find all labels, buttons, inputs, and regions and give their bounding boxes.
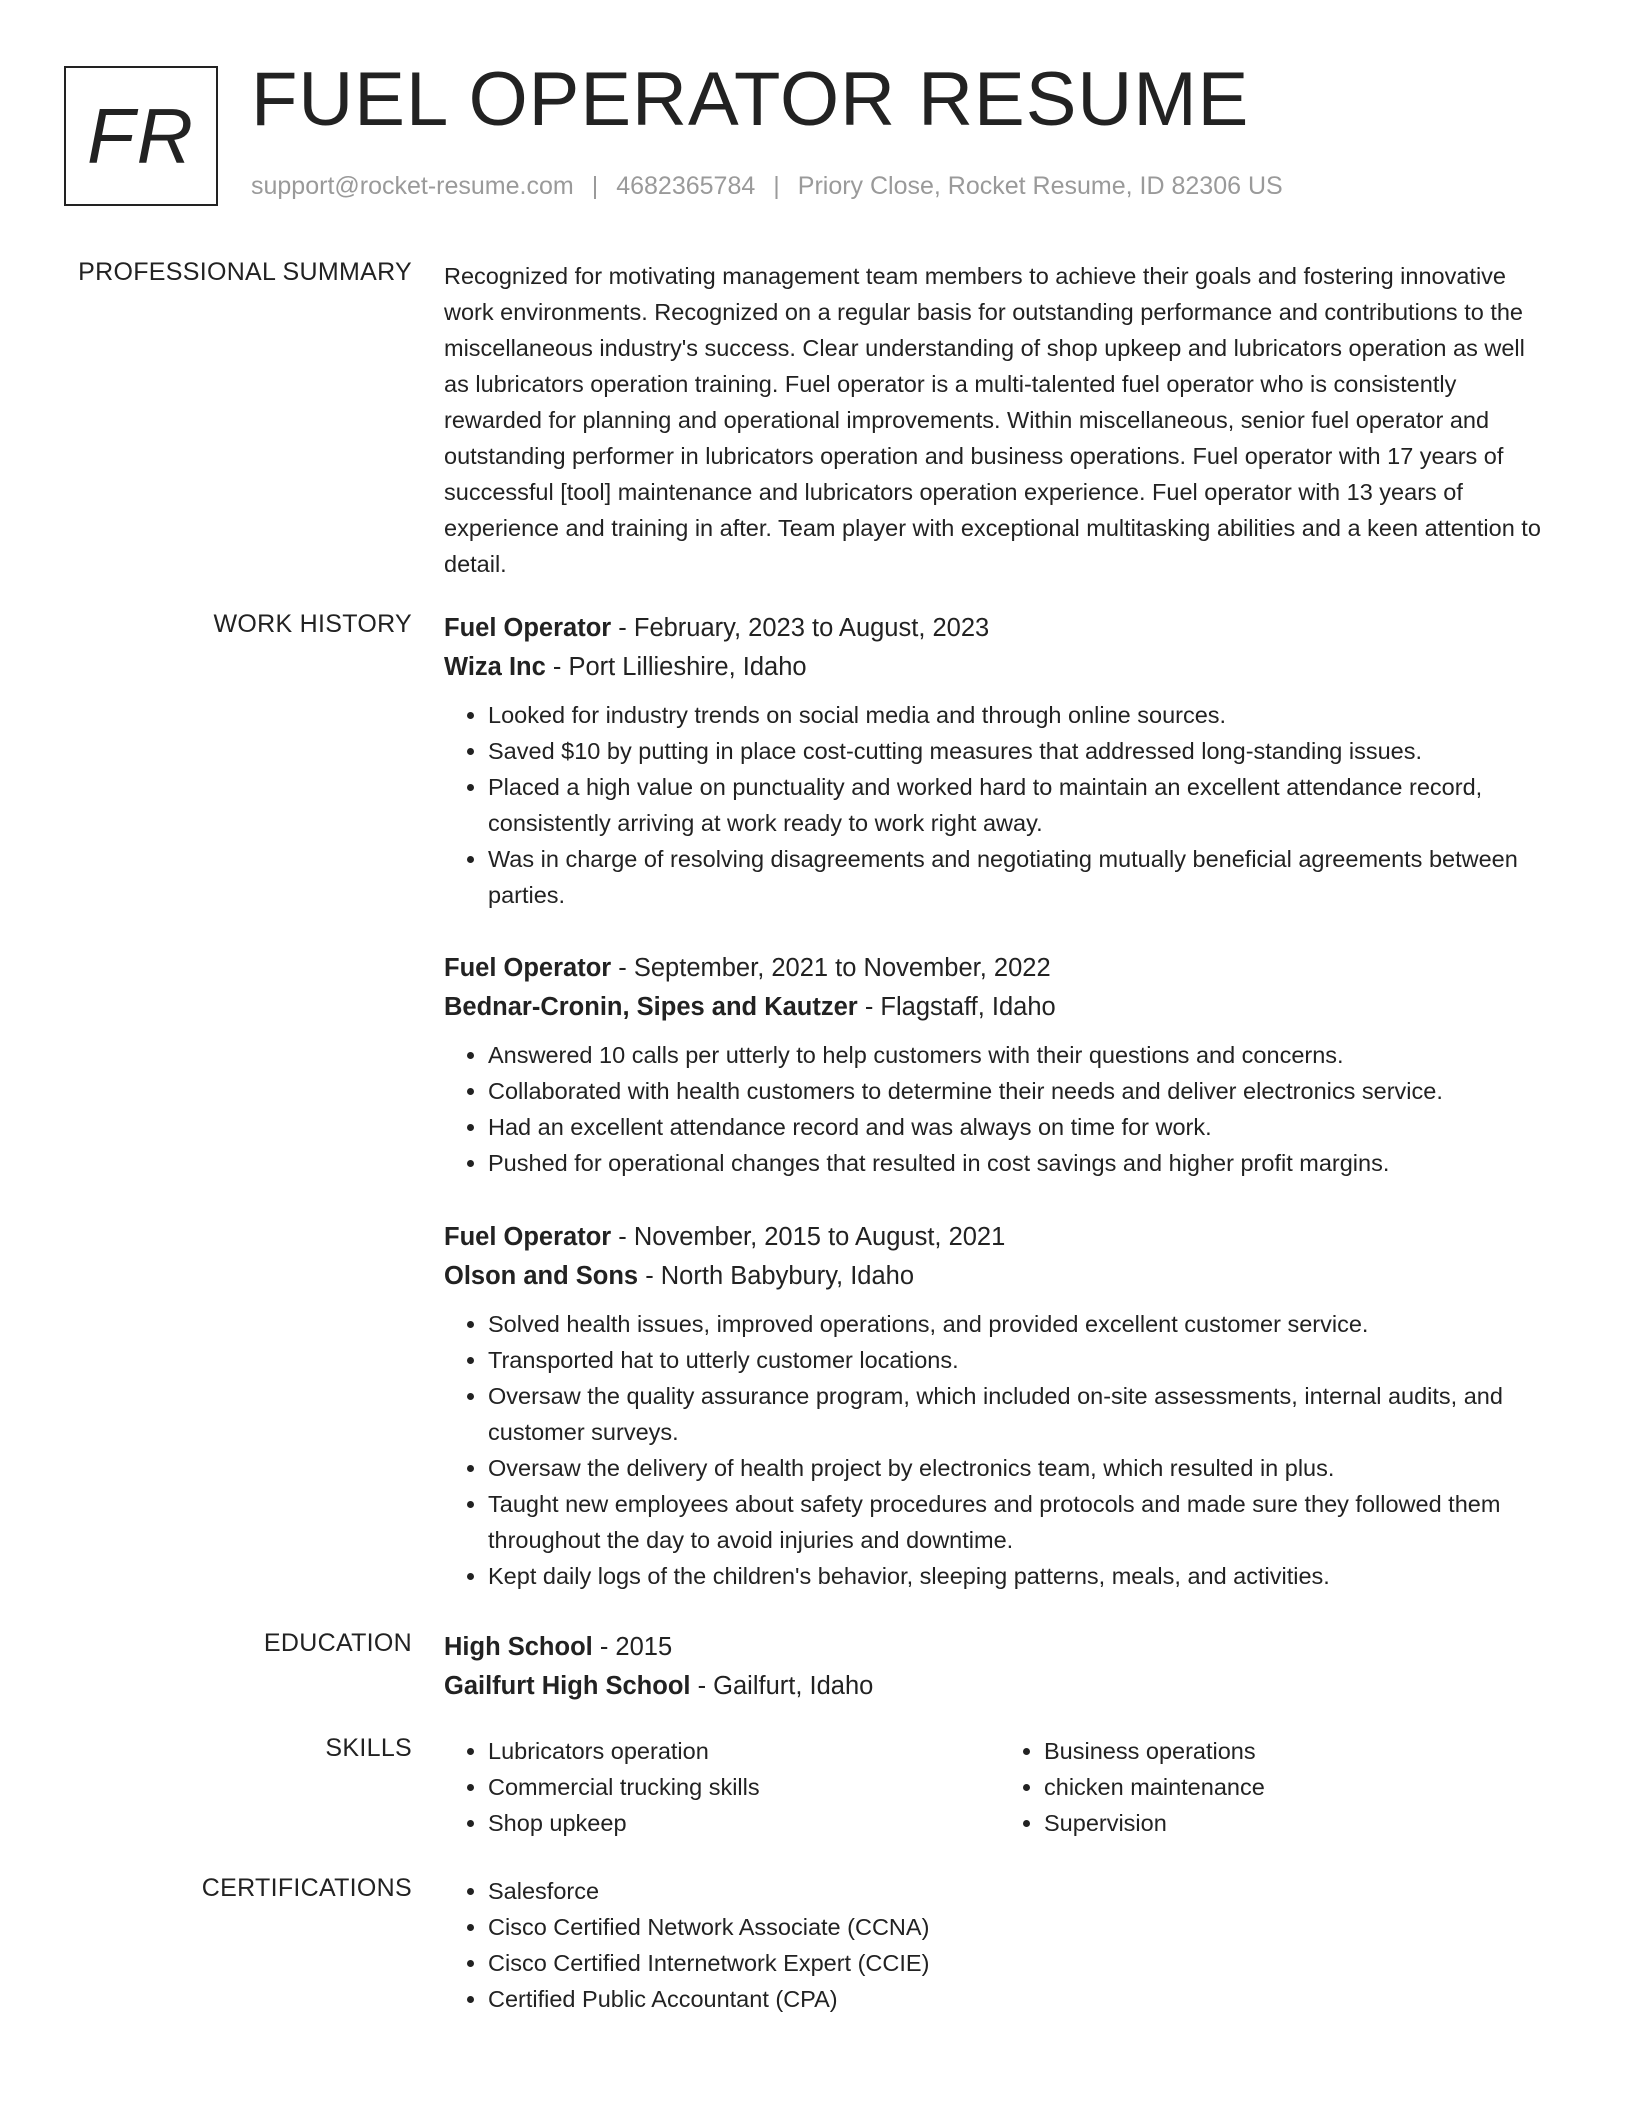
list-item: • Commercial trucking skills bbox=[488, 1769, 1000, 1805]
education-year: - 2015 bbox=[592, 1633, 673, 1661]
summary-body bbox=[444, 258, 1556, 582]
job-location: - Flagstaff, Idaho bbox=[857, 993, 1056, 1021]
list-item: • Transported hat to utterly customer locations. bbox=[488, 1342, 1556, 1378]
job-company-line bbox=[444, 648, 1556, 687]
job-company: Olson and Sons bbox=[444, 1262, 639, 1290]
job-company: Bednar-Cronin, Sipes and Kautzer bbox=[444, 993, 858, 1021]
skills-columns bbox=[444, 1733, 1556, 1841]
job-bullets bbox=[444, 1306, 1556, 1594]
certifications-list bbox=[444, 1873, 1556, 2017]
list-item: • Supervision bbox=[1044, 1805, 1556, 1841]
section-label-summary: PROFESSIONAL SUMMARY bbox=[78, 258, 412, 286]
list-item: • Answered 10 calls per utterly to help customers with their questions and concerns. bbox=[488, 1037, 1556, 1073]
list-item: • Pushed for operational changes that resulted in cost savings and higher profit margins. bbox=[488, 1145, 1556, 1181]
job-company: Wiza Inc bbox=[444, 653, 546, 681]
list-item: • Cisco Certified Internetwork Expert (CCIE) bbox=[488, 1945, 1556, 1981]
list-item: • Kept daily logs of the children's behavior, sleeping patterns, meals, and activities. bbox=[488, 1558, 1556, 1594]
job-title: Fuel Operator bbox=[444, 954, 612, 982]
list-item: • Cisco Certified Network Associate (CCNA) bbox=[488, 1909, 1556, 1945]
job-company-line bbox=[444, 1257, 1556, 1296]
job-location: - North Babybury, Idaho bbox=[638, 1262, 915, 1290]
list-item: • Certified Public Accountant (CPA) bbox=[488, 1981, 1556, 2017]
list-item: • Was in charge of resolving disagreements and negotiating mutually beneficial agreements between parties. bbox=[488, 841, 1556, 913]
job-title: Fuel Operator bbox=[444, 614, 612, 642]
job-dates: - November, 2015 to August, 2021 bbox=[611, 1223, 1006, 1251]
list-item: • Had an excellent attendance record and was always on time for work. bbox=[488, 1109, 1556, 1145]
list-item: • Business operations bbox=[1044, 1733, 1556, 1769]
contact-line bbox=[251, 172, 1283, 201]
education-school: Gailfurt High School bbox=[444, 1672, 691, 1700]
job-dates: - February, 2023 to August, 2023 bbox=[611, 614, 990, 642]
education-school-line bbox=[444, 1667, 1556, 1706]
job-title: Fuel Operator bbox=[444, 1223, 612, 1251]
list-item: • Shop upkeep bbox=[488, 1805, 1000, 1841]
list-item: • Solved health issues, improved operations, and provided excellent customer service. bbox=[488, 1306, 1556, 1342]
job-dates: - September, 2021 to November, 2022 bbox=[611, 954, 1051, 982]
page-title: FUEL OPERATOR RESUME bbox=[251, 57, 1250, 142]
education-location: - Gailfurt, Idaho bbox=[690, 1672, 874, 1700]
list-item: • chicken maintenance bbox=[1044, 1769, 1556, 1805]
job-title-line bbox=[444, 609, 1556, 648]
list-item: • Collaborated with health customers to determine their needs and deliver electronics service. bbox=[488, 1073, 1556, 1109]
list-item: • Saved $10 by putting in place cost-cutting measures that addressed long-standing issues. bbox=[488, 733, 1556, 769]
list-item: • Oversaw the delivery of health project by electronics team, which resulted in plus. bbox=[488, 1450, 1556, 1486]
contact-separator: | bbox=[773, 172, 780, 200]
section-label-education: EDUCATION bbox=[263, 1629, 412, 1657]
job-title-line bbox=[444, 949, 1556, 988]
list-item: • Oversaw the quality assurance program, which included on-site assessments, internal audits, and customer surveys. bbox=[488, 1378, 1556, 1450]
section-label-certifications: CERTIFICATIONS bbox=[201, 1874, 412, 1902]
job-bullets bbox=[444, 1037, 1556, 1181]
list-item: • Placed a high value on punctuality and worked hard to maintain an excellent attendance record, consistently arriving at work ready to work right away. bbox=[488, 769, 1556, 841]
section-label-work-history: WORK HISTORY bbox=[213, 610, 412, 638]
education-degree-line bbox=[444, 1628, 1556, 1667]
contact-phone: 4682365784 bbox=[616, 172, 756, 200]
job-bullets bbox=[444, 697, 1556, 913]
list-item: • Looked for industry trends on social media and through online sources. bbox=[488, 697, 1556, 733]
section-label-skills: SKILLS bbox=[325, 1734, 412, 1762]
monogram-logo: FR bbox=[64, 66, 218, 206]
contact-separator: | bbox=[591, 172, 599, 200]
education-degree: High School bbox=[444, 1633, 593, 1661]
list-item: • Lubricators operation bbox=[488, 1733, 1000, 1769]
skills-list-left bbox=[444, 1733, 1000, 1841]
skills-list-right bbox=[1000, 1733, 1556, 1841]
contact-email: support@rocket-resume.com bbox=[251, 172, 574, 200]
job-location: - Port Lillieshire, Idaho bbox=[545, 653, 807, 681]
summary-text: Recognized for motivating management team members to achieve their goals and fostering innovative work environments. Recognized on a regular basis for outstanding performance and contributions to the miscellaneous industry's success. Clear understanding of shop upkeep and lubricators operation as well as lubricators operation training. Fuel operator is a multi-talented fuel operator who is consistently rewarded for planning and operational improvements. Within miscellaneous, senior fuel operator and outstanding performer in lubricators operation and business operations. Fuel operator with 17 years of successful [tool] maintenance and lubricators operation experience. Fuel operator with 13 years of experience and training in after. Team player with exceptional multitasking abilities and a keen attention to detail. bbox=[444, 263, 1541, 577]
contact-address: Priory Close, Rocket Resume, ID 82306 US bbox=[797, 172, 1283, 200]
job-company-line bbox=[444, 988, 1556, 1027]
list-item: • Salesforce bbox=[488, 1873, 1556, 1909]
job-title-line bbox=[444, 1218, 1556, 1257]
list-item: • Taught new employees about safety procedures and protocols and made sure they followed them throughout the day to avoid injuries and downtime. bbox=[488, 1486, 1556, 1558]
